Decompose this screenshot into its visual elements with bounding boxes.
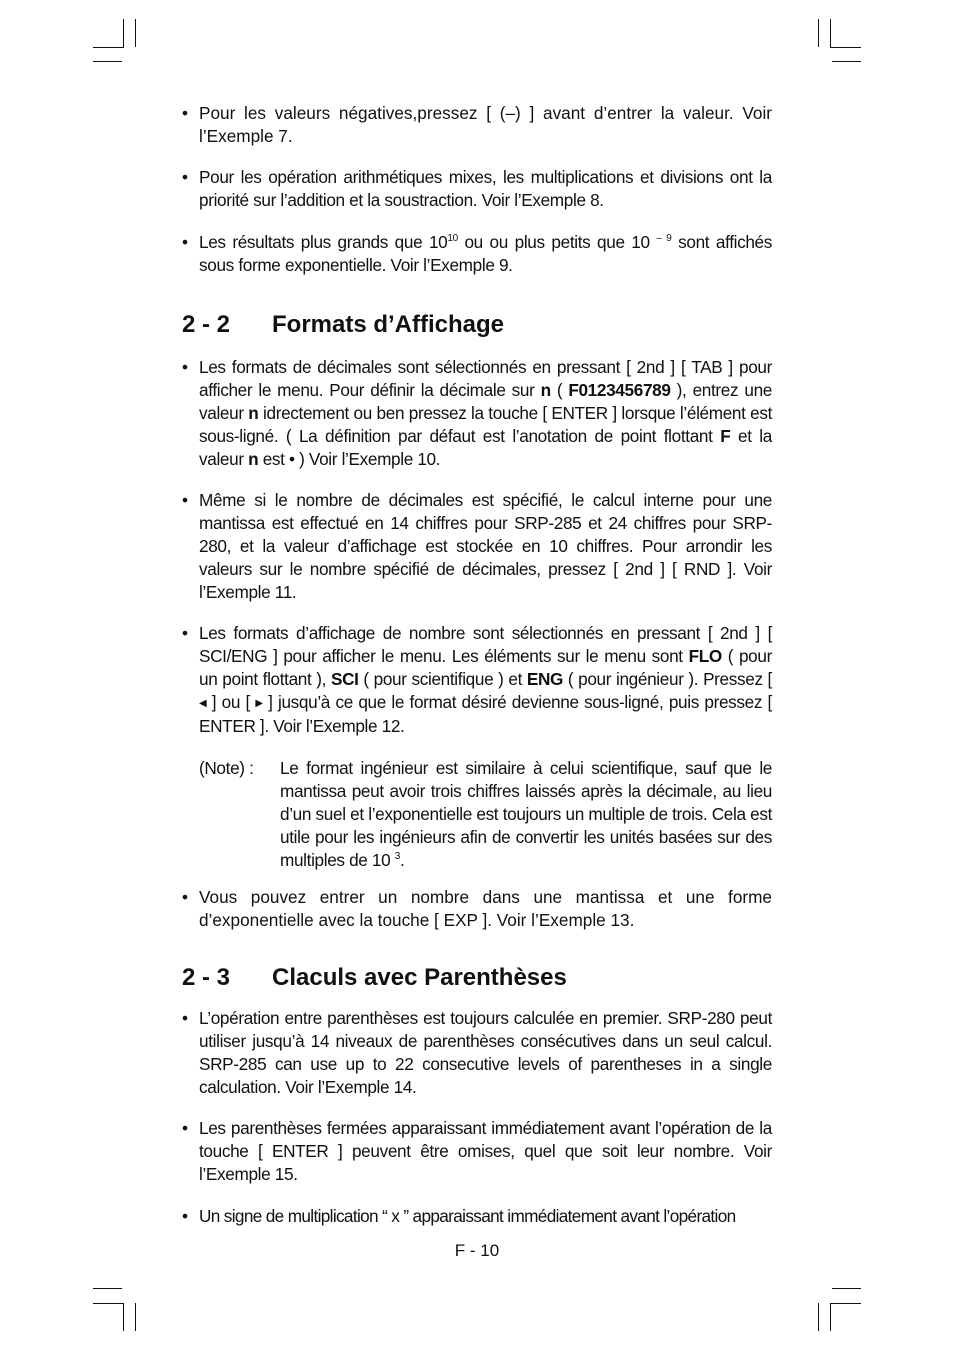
crop-mark: [832, 1288, 861, 1289]
crop-mark: [830, 1303, 831, 1331]
bullet-mark: •: [182, 623, 188, 643]
crop-mark: [135, 19, 136, 47]
right-arrow-icon: ▶: [255, 698, 263, 709]
crop-mark: [818, 19, 819, 47]
crop-mark: [830, 19, 831, 47]
crop-mark: [832, 61, 861, 62]
section-heading-2-3: [182, 963, 772, 993]
bullet-text: Pour les valeurs négatives,pressez [ (–) ] avant d’entrer la valeur. Voir l’Exemple 7.: [199, 103, 772, 146]
bullet-text: idrectement ou ben pressez la touche [ ENTER ] lorsque l’élément est sous-ligné. ( La définition par défaut est l’anotation de point flottant: [199, 403, 773, 446]
crop-mark: [123, 19, 124, 47]
note-text: Le format ingénieur est similaire à celui scientifique, sauf que le mantissa peut avoir trois chiffres laissés après la décimale, au lieu d’un suel et l’exponentielle est toujours un multiple de trois. Cela est utile pour les ingénieurs afin de convertir les unités basées sur des multiples de 10: [280, 758, 772, 870]
bullet-text: Les résultats plus grands que 10: [199, 232, 448, 252]
note-text: .: [400, 850, 405, 870]
crop-mark: [123, 1303, 124, 1331]
bullet-parentheses-levels: [182, 1007, 772, 1099]
left-arrow-icon: ◀: [199, 698, 207, 709]
crop-mark: [93, 61, 122, 62]
bullet-text: (: [550, 380, 569, 400]
note-label: (Note) :: [199, 758, 254, 778]
superscript: 10: [447, 233, 458, 244]
bold-term: n: [540, 380, 551, 400]
page-number: F - 10: [454, 1241, 500, 1260]
bullet-mark: •: [182, 103, 189, 123]
bullet-text: ] ou [: [206, 692, 256, 712]
bold-term: FLO: [688, 646, 722, 666]
engineering-format-note: [199, 757, 772, 872]
bullet-mark: •: [182, 1118, 188, 1138]
crop-mark: [93, 47, 124, 48]
bullet-text: ), entrez une valeur: [199, 380, 772, 423]
bullet-text: L’opération entre parenthèses est toujours calculée en premier. SRP-280 peut utiliser jusqu’à 14 niveaux de parenthèses consécutives dans un seul calcul. SRP-285 can use up to 22 consecutive levels of parentheses in a single calculation. Voir l’Exemple 14.: [199, 1008, 772, 1097]
bold-term: F: [720, 426, 731, 446]
bullet-closed-parentheses: [182, 1117, 772, 1186]
bullet-text: Vous pouvez entrer un nombre dans une mantissa et une forme d’exponentielle avec la touche [ EXP ]. Voir l’Exemple 13.: [199, 887, 772, 930]
page-content: [182, 102, 772, 1228]
crop-mark: [93, 1303, 124, 1304]
bullet-text: Les formats de décimales sont sélectionnés en pressant [ 2nd ] [ TAB ] pour afficher le menu. Pour définir la décimale sur: [199, 357, 772, 400]
bullet-number-display-formats: [182, 622, 772, 738]
bullet-text: Même si le nombre de décimales est spécifié, le calcul interne pour une mantissa est effectué en 14 chiffres pour SRP-285 et 24 chiffres pour SRP-280, et la valeur d’affichage est stockée en 10 chiffres. Pour arrondir les valeurs sur le nombre spécifié de décimales, pressez [ 2nd ] [ RND ]. Voir l’Exemple 11.: [199, 490, 772, 602]
bullet-decimal-formats: [182, 356, 772, 471]
bullet-text: Les parenthèses fermées apparaissant immédiatement avant l’opération de la touche [ ENTER ] peuvent être omises, quel que soit leur nombre. Voir l’Exemple 15.: [199, 1118, 772, 1184]
bullet-negative-values: [182, 102, 772, 148]
bullet-text: ( pour scientifique ) et: [358, 669, 527, 689]
crop-mark: [830, 1303, 861, 1304]
superscript: 3: [394, 851, 400, 862]
bold-term: F0123456789: [568, 380, 671, 400]
bullet-mark: •: [182, 232, 188, 252]
bullet-text: et la valeur: [199, 426, 772, 469]
bullet-text: Pour les opération arithmétiques mixes, les multiplications et divisions ont la priorité sur l’addition et la soustraction. Voir l’Exemple 8.: [199, 167, 772, 210]
bullet-mark: •: [182, 1206, 188, 1226]
bullet-text: est: [258, 449, 290, 469]
bullet-text: ( pour ingénieur ). Pressez [: [563, 669, 772, 689]
bold-term: SCI: [330, 669, 359, 689]
bullet-text: ] jusqu’à ce que le format désiré devienne sous-ligné, puis pressez [ ENTER ]. Voir l’Exemple 12.: [199, 692, 772, 736]
bullet-multiplication-sign: [182, 1205, 772, 1228]
bullet-text: Un signe de multiplication “ x ” apparaissant immédiatement avant l’opération: [199, 1206, 736, 1226]
crop-mark: [93, 1288, 122, 1289]
bold-term: ENG: [526, 669, 564, 689]
bullet-mark: •: [182, 1008, 188, 1028]
section-title: Claculs avec Parenthèses: [272, 964, 567, 991]
bullet-exponential-results: [182, 231, 772, 277]
bold-term: n: [248, 403, 259, 423]
bullet-operation-priority: [182, 166, 772, 212]
bullet-mark: •: [182, 357, 188, 377]
section-title: Formats d’Affichage: [272, 311, 505, 338]
section-number: 2 - 2: [182, 311, 231, 338]
bullet-text: ( pour un point flottant ),: [199, 646, 772, 689]
crop-mark: [818, 1303, 819, 1331]
bullet-text: Les formats d’affichage de nombre sont sélectionnés en pressant [ 2nd ] [ SCI/ENG ] pour afficher le menu. Les éléments sur le menu sont: [199, 623, 772, 666]
bullet-mark: •: [182, 167, 188, 187]
section-number: 2 - 3: [182, 964, 231, 991]
bullet-text: ) Voir l’Exemple 10.: [294, 449, 441, 469]
crop-mark: [830, 47, 861, 48]
bullet-mark: •: [182, 887, 189, 907]
bullet-text: sont affichés sous forme exponentielle. Voir l’Exemple 9.: [199, 232, 773, 275]
dot-symbol: •: [289, 449, 295, 469]
section-heading-2-2: [182, 310, 772, 340]
bullet-text: ou ou plus petits que 10: [457, 232, 657, 252]
bullet-mark: •: [182, 490, 188, 510]
crop-mark: [135, 1303, 136, 1331]
bullet-exponent-entry: [182, 886, 772, 932]
bold-term: n: [248, 449, 259, 469]
bullet-internal-calculation: [182, 489, 772, 604]
superscript: – 9: [656, 233, 672, 244]
